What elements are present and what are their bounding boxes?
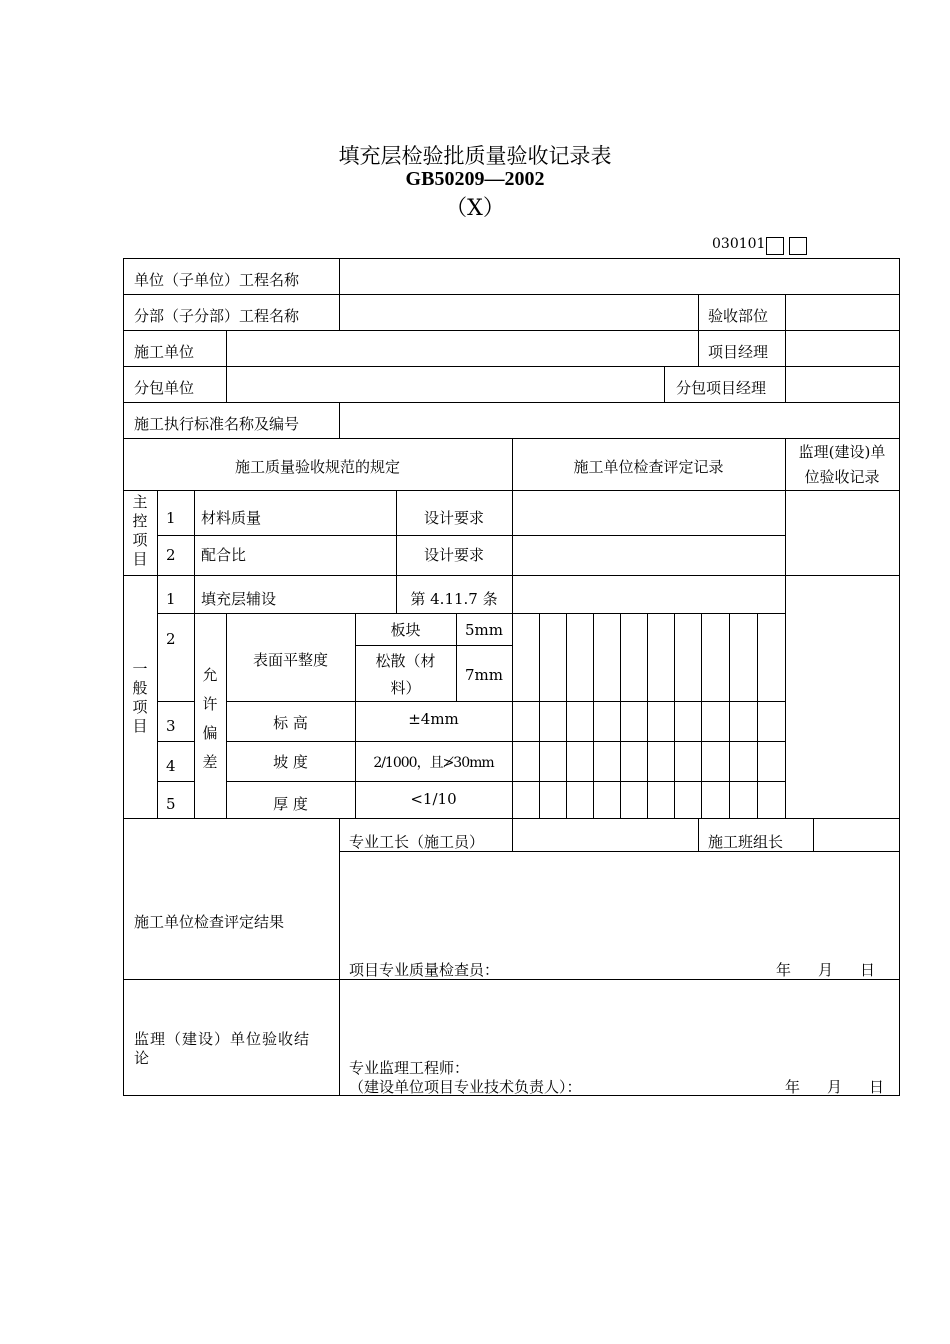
conclusion-label-line2: 论 <box>134 1049 150 1067</box>
record-header: 施工单位检查评定记录 <box>573 458 724 476</box>
owner-representative-label: （建设单位项目专业技术负责人）： <box>349 1078 582 1096</box>
item-number: 1 <box>166 509 176 527</box>
main-items-label-char: 项 <box>132 531 148 549</box>
deviation-label-char: 允 <box>202 666 218 684</box>
deviation-label-char: 差 <box>202 753 218 771</box>
loose-value: 7mm <box>465 666 503 684</box>
deviation-label-char: 许 <box>202 695 218 713</box>
main-items-label-char: 目 <box>132 550 148 568</box>
block-value: 5mm <box>465 621 503 639</box>
foreman-label: 专业工长（施工员） <box>349 833 485 851</box>
subcontract-manager-label: 分包项目经理 <box>676 379 767 397</box>
quality-inspector-label: 项目专业质量检查员： <box>349 961 500 979</box>
standard-name-label: 施工执行标准名称及编号 <box>134 415 300 433</box>
team-leader-label: 施工班组长 <box>708 833 784 851</box>
elevation-label: 标 高 <box>273 714 308 732</box>
conclusion-month: 月 <box>827 1078 843 1096</box>
conclusion-label-line1: 监理（建设）单位验收结 <box>134 1030 311 1048</box>
form-code: 030101 <box>712 236 766 252</box>
acceptance-part-label: 验收部位 <box>708 307 769 325</box>
conclusion-year: 年 <box>785 1078 801 1096</box>
result-month: 月 <box>818 961 834 979</box>
supervision-header-line1: 监理(建设)单 <box>798 443 886 461</box>
supervision-header-line2: 位验收记录 <box>804 468 880 486</box>
flatness-label: 表面平整度 <box>252 651 328 669</box>
result-year: 年 <box>776 961 792 979</box>
block-label: 板块 <box>390 621 421 639</box>
general-items-label-char: 项 <box>132 698 148 716</box>
main-items-label-char: 主 <box>132 493 148 511</box>
code-checkbox[interactable] <box>789 237 807 255</box>
spec-header: 施工质量验收规范的规定 <box>234 458 400 476</box>
slope-value: 2/1000，且≯30mm <box>373 755 494 771</box>
item-requirement: 设计要求 <box>423 546 484 564</box>
project-manager-label: 项目经理 <box>708 343 769 361</box>
construction-unit-label: 施工单位 <box>134 343 195 361</box>
thickness-label: 厚 度 <box>273 795 308 813</box>
loose-label-line2: 料） <box>390 679 421 697</box>
project-name-label: 单位（子单位）工程名称 <box>134 271 300 289</box>
item-requirement: 第 4.11.7 条 <box>410 590 498 608</box>
subcontract-unit-label: 分包单位 <box>134 379 195 397</box>
loose-label-line1: 松散（材 <box>375 652 436 670</box>
item-name: 配合比 <box>201 546 247 564</box>
standard-code: GB50209—2002 <box>405 168 545 190</box>
item-number: 5 <box>166 795 176 813</box>
code-checkbox[interactable] <box>766 237 784 255</box>
form-variant: （X） <box>445 196 505 221</box>
item-name: 材料质量 <box>201 509 262 527</box>
result-day: 日 <box>860 961 876 979</box>
general-items-label-char: 般 <box>132 679 148 697</box>
result-label: 施工单位检查评定结果 <box>134 913 285 931</box>
slope-label: 坡 度 <box>273 753 308 771</box>
general-items-label-char: 目 <box>132 717 148 735</box>
item-number: 3 <box>166 717 176 735</box>
form-title: 填充层检验批质量验收记录表 <box>338 144 612 168</box>
elevation-value: ±4mm <box>408 710 459 728</box>
item-requirement: 设计要求 <box>423 509 484 527</box>
item-name: 填充层辅设 <box>201 590 277 608</box>
item-number: 2 <box>166 630 176 648</box>
main-items-label-char: 控 <box>132 512 148 530</box>
thickness-value: <1/10 <box>410 790 457 808</box>
conclusion-day: 日 <box>869 1078 885 1096</box>
sub-project-name-label: 分部（子分部）工程名称 <box>134 307 300 325</box>
item-number: 4 <box>166 757 176 775</box>
item-number: 1 <box>166 590 176 608</box>
item-number: 2 <box>166 546 176 564</box>
general-items-label-char: 一 <box>132 660 148 678</box>
deviation-label-char: 偏 <box>202 724 218 742</box>
supervision-engineer-label: 专业监理工程师： <box>349 1059 470 1077</box>
